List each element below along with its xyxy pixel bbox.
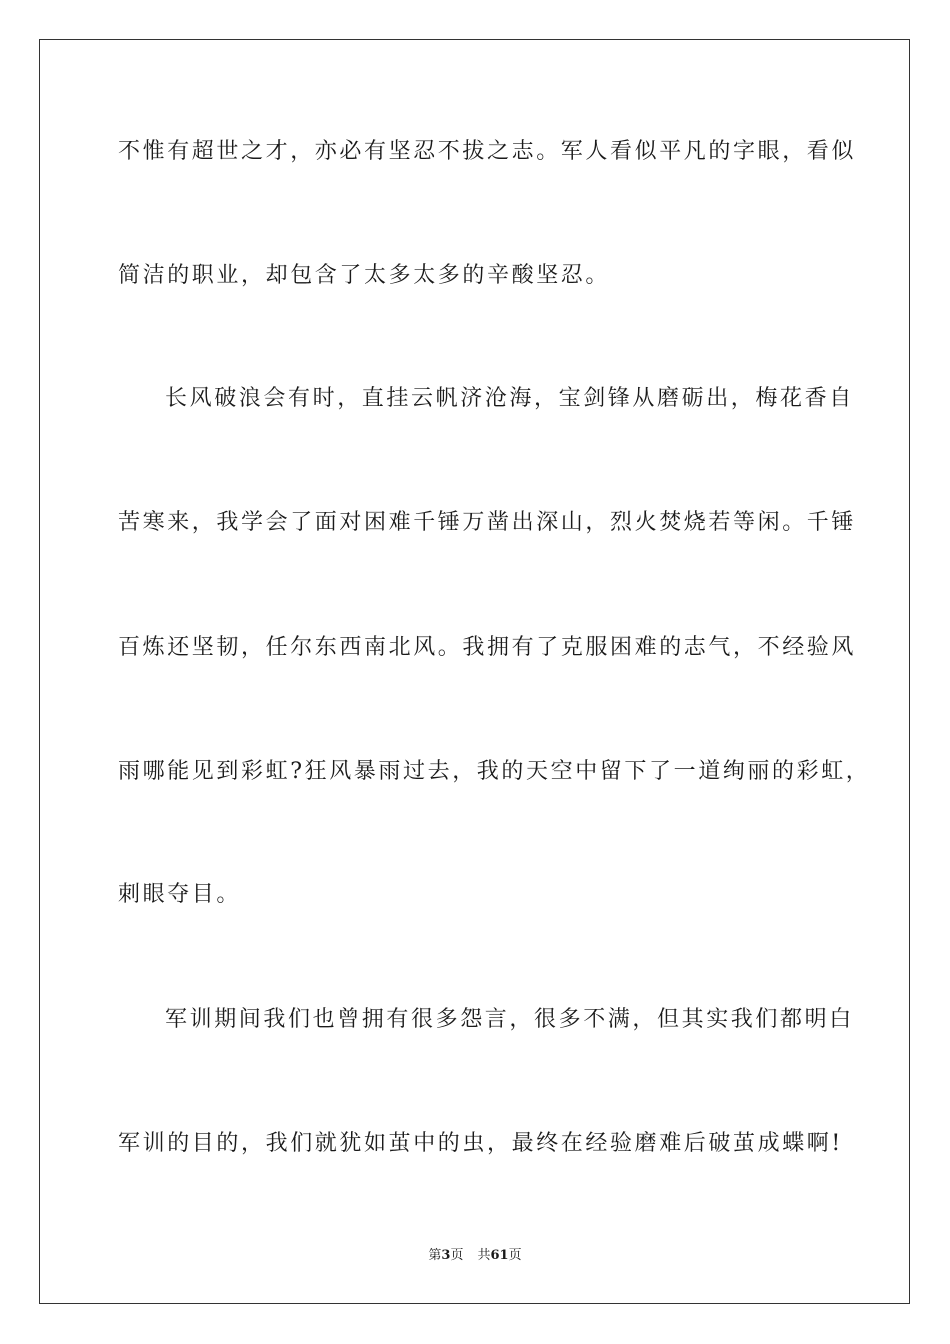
page-border (39, 39, 910, 1304)
total-prefix: 共 (477, 1248, 491, 1263)
paragraph-line-8: 军训期间我们也曾拥有很多怨言，很多不满，但其实我们都明白 (165, 1007, 854, 1032)
paragraph-line-3: 长风破浪会有时，直挂云帆济沧海，宝剑锋从磨砺出，梅花香自 (165, 386, 854, 411)
paragraph-line-5: 百炼还坚韧，任尔东西南北风。我拥有了克服困难的志气，不经验风 (118, 635, 857, 660)
page-footer (0, 1247, 950, 1265)
paragraph-line-9: 军训的目的，我们就犹如茧中的虫，最终在经验磨难后破茧成蝶啊! (118, 1131, 843, 1156)
paragraph-line-1: 不惟有超世之才，亦必有坚忍不拔之志。军人看似平凡的字眼，看似 (118, 139, 857, 164)
paragraph-line-7: 刺眼夺目。 (118, 882, 242, 907)
page-prefix: 第 (428, 1248, 442, 1263)
page-number: 3 (441, 1248, 451, 1263)
page-suffix: 页 (450, 1248, 464, 1263)
paragraph-line-6: 雨哪能见到彩虹?狂风暴雨过去，我的天空中留下了一道绚丽的彩虹， (118, 759, 871, 784)
total-pages: 61 (490, 1248, 509, 1263)
paragraph-line-4: 苦寒来，我学会了面对困难千锤万凿出深山，烈火焚烧若等闲。千锤 (118, 510, 857, 535)
total-suffix: 页 (508, 1248, 522, 1263)
paragraph-line-2: 简洁的职业，却包含了太多太多的辛酸坚忍。 (118, 263, 611, 288)
